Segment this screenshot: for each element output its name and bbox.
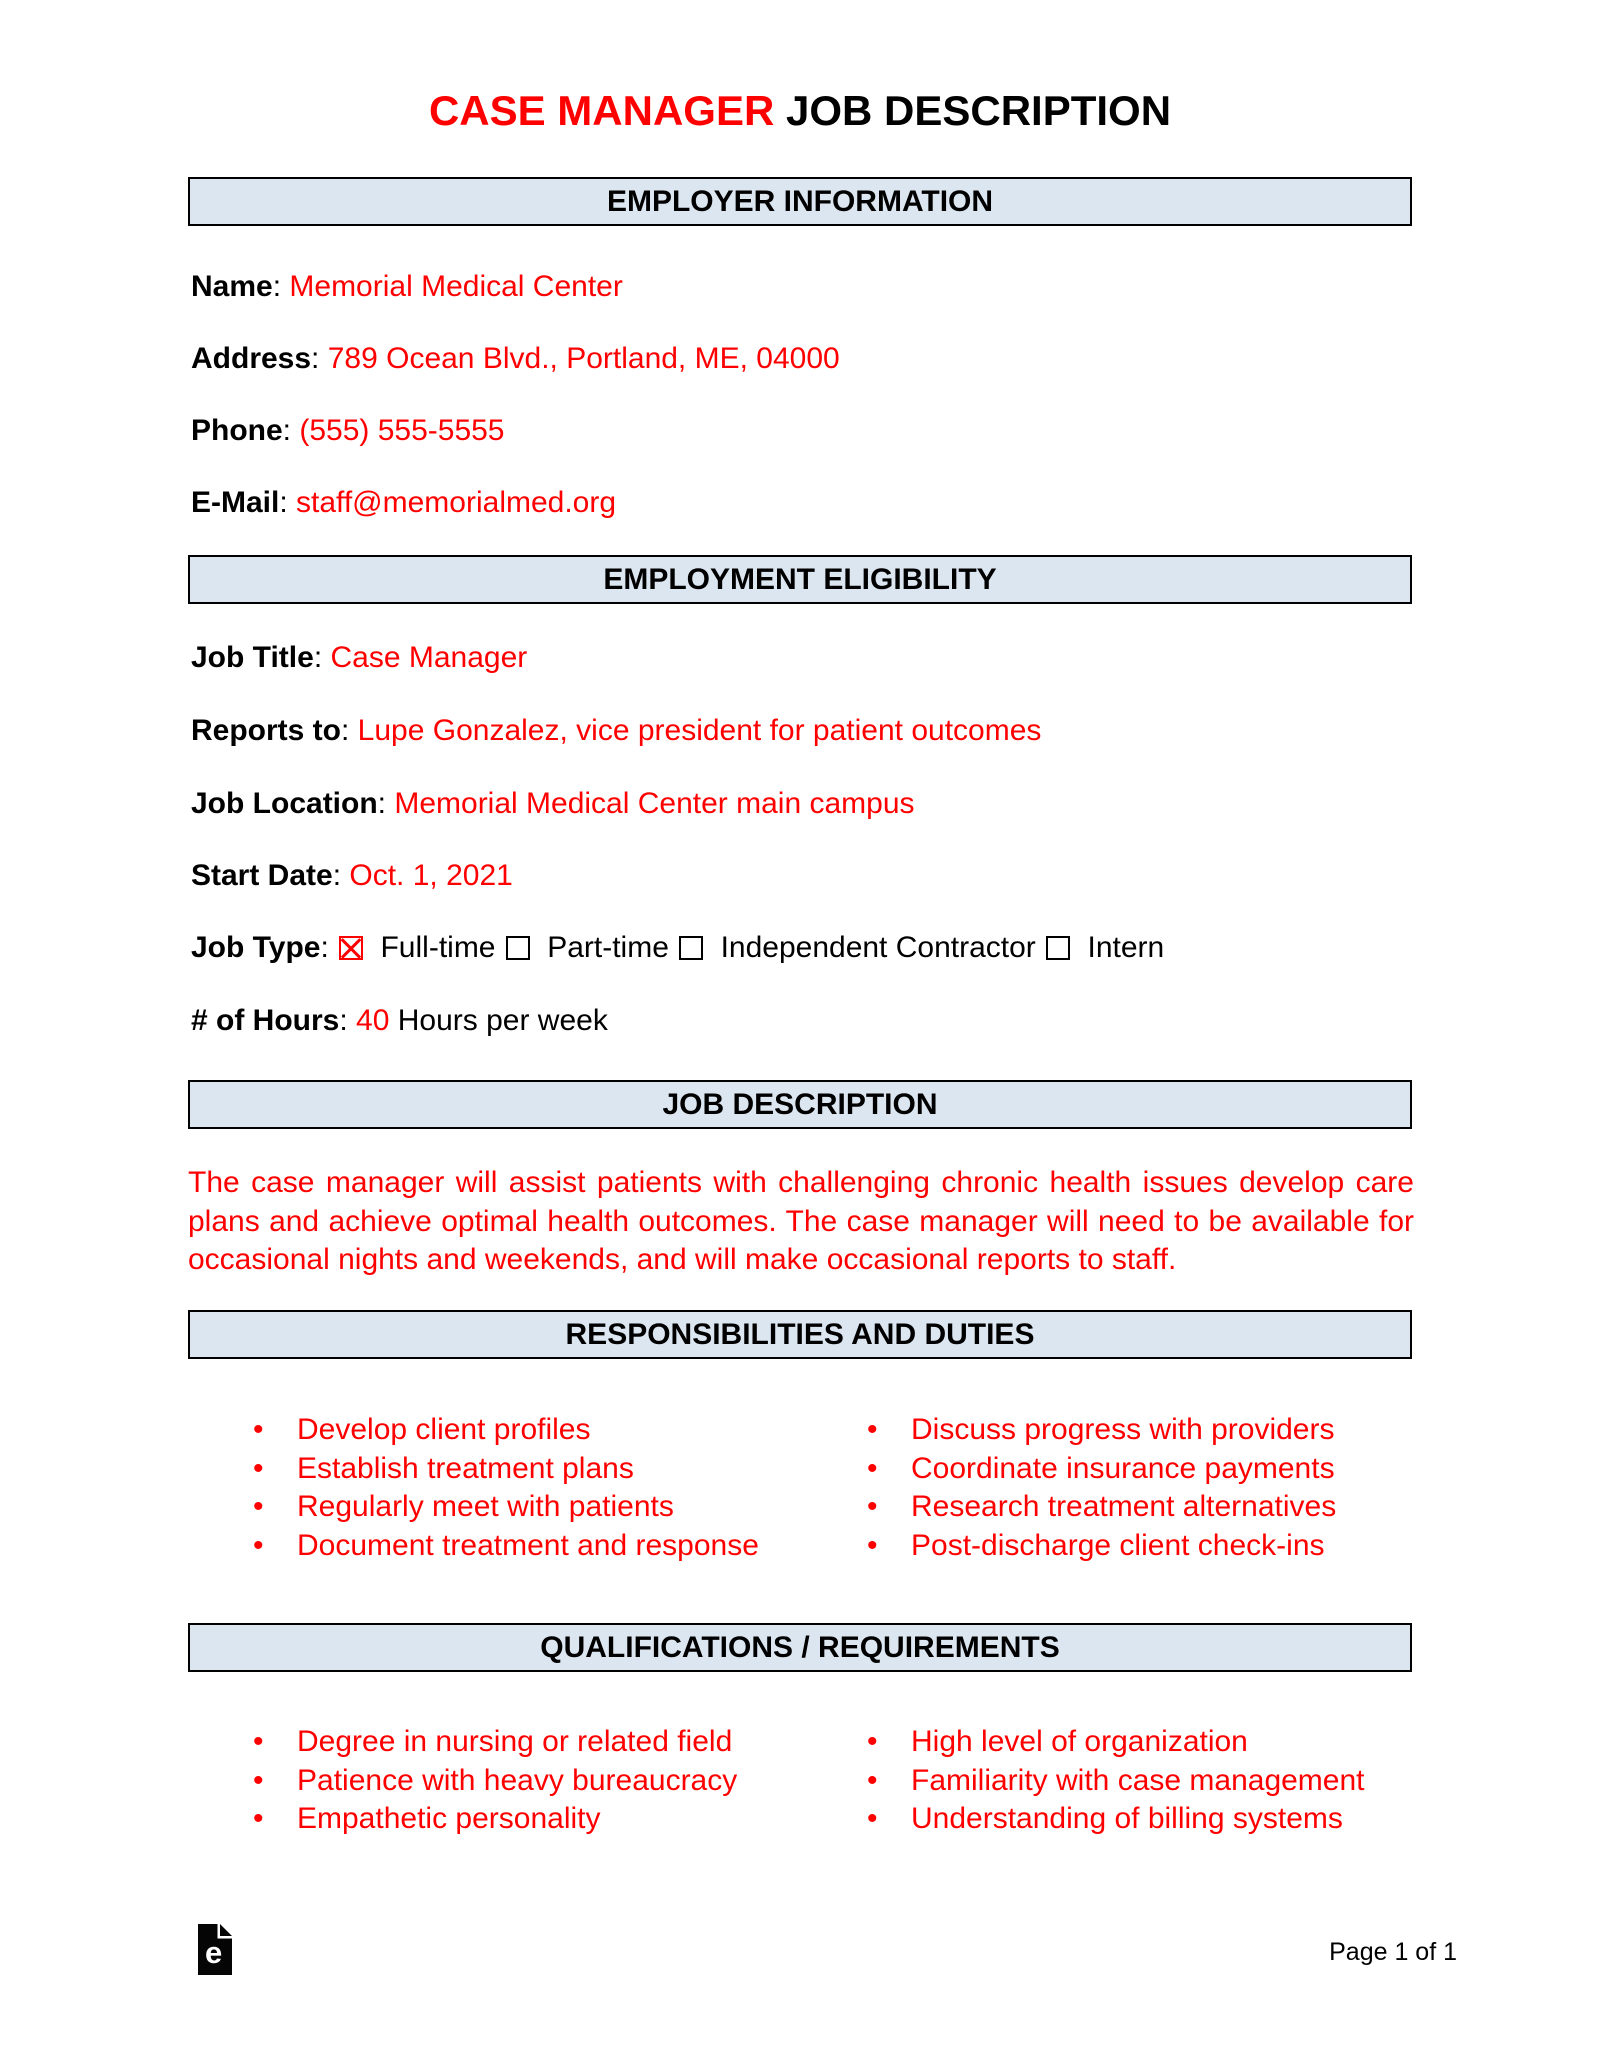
bullet-icon: • bbox=[867, 1490, 878, 1523]
bullet-icon: • bbox=[253, 1528, 264, 1562]
field-value: Lupe Gonzalez, vice president for patient outcomes bbox=[357, 714, 1042, 747]
field-separator: : bbox=[341, 714, 358, 747]
list-item bbox=[862, 1450, 1422, 1489]
list-item-text: Develop client profiles bbox=[297, 1413, 591, 1446]
list-item-text: Post-discharge client check-ins bbox=[911, 1528, 1325, 1562]
field-label: Job Title bbox=[191, 641, 314, 674]
list-item bbox=[862, 1411, 1422, 1450]
full-time-checkbox bbox=[339, 936, 363, 960]
list-item bbox=[248, 1762, 858, 1801]
field-value: Memorial Medical Center bbox=[289, 270, 623, 303]
field-label: Phone bbox=[191, 414, 283, 447]
field-label: Job Type bbox=[191, 931, 321, 964]
bullet-icon: • bbox=[253, 1725, 264, 1758]
field-address bbox=[191, 341, 840, 377]
field-email bbox=[191, 485, 616, 521]
field-start-date bbox=[191, 858, 513, 894]
list-item-text: Understanding of billing systems bbox=[911, 1802, 1343, 1835]
list-item bbox=[248, 1411, 858, 1450]
title-highlight: CASE MANAGER bbox=[428, 87, 775, 134]
section-heading-text: EMPLOYER INFORMATION bbox=[606, 184, 994, 218]
field-label: Name bbox=[191, 270, 273, 303]
list-item bbox=[248, 1527, 858, 1566]
field-label: Address bbox=[191, 342, 312, 375]
section-header-employment-eligibility bbox=[188, 555, 1412, 604]
list-item bbox=[248, 1450, 858, 1489]
bullet-icon: • bbox=[253, 1763, 264, 1797]
field-value: (555) 555-5555 bbox=[299, 414, 505, 447]
intern-checkbox bbox=[1046, 936, 1070, 960]
bullet-icon: • bbox=[253, 1413, 264, 1446]
list-item-text: Empathetic personality bbox=[297, 1802, 601, 1835]
independent-contractor-checkbox bbox=[679, 936, 703, 960]
checkbox-label-independent-contractor: Independent Contractor bbox=[720, 931, 1036, 964]
bullet-icon: • bbox=[253, 1802, 264, 1835]
field-reports-to bbox=[191, 713, 1041, 749]
qualifications-left-column bbox=[248, 1723, 858, 1839]
list-item bbox=[862, 1723, 1422, 1762]
list-item-text: Degree in nursing or related field bbox=[297, 1725, 733, 1758]
part-time-checkbox bbox=[506, 936, 530, 960]
list-item-text: Discuss progress with providers bbox=[911, 1413, 1335, 1446]
list-item bbox=[248, 1800, 858, 1839]
section-heading-text: RESPONSIBILITIES AND DUTIES bbox=[565, 1317, 1035, 1351]
checkbox-label-part-time: Part-time bbox=[547, 931, 669, 964]
title-rest: JOB DESCRIPTION bbox=[774, 87, 1172, 134]
responsibilities-right-column bbox=[862, 1411, 1422, 1565]
field-name bbox=[191, 269, 623, 305]
section-heading-text: EMPLOYMENT ELIGIBILITY bbox=[603, 562, 997, 596]
field-job-type bbox=[191, 930, 1164, 966]
list-item-text: Research treatment alternatives bbox=[911, 1490, 1337, 1523]
field-separator: : bbox=[279, 486, 297, 519]
list-item bbox=[248, 1488, 858, 1527]
field-label: Job Location bbox=[191, 787, 378, 820]
field-separator: : bbox=[339, 1004, 357, 1037]
bullet-icon: • bbox=[253, 1451, 264, 1485]
page-number: Page 1 of 1 bbox=[1329, 1938, 1457, 1966]
list-item bbox=[248, 1723, 858, 1762]
section-heading-text: QUALIFICATIONS / REQUIREMENTS bbox=[540, 1630, 1060, 1664]
job-description-paragraph: The case manager will assist patients with challenging chronic health issues develop care plans and achieve optimal health outcomes. The case manager will need to be available for occasional nights and weekends, and will make occasional reports to staff. bbox=[188, 1166, 1414, 1276]
field-label: # of Hours bbox=[191, 1004, 340, 1037]
list-item-text: Patience with heavy bureaucracy bbox=[297, 1763, 738, 1797]
list-item bbox=[862, 1800, 1422, 1839]
field-job-title bbox=[191, 640, 527, 676]
field-separator: : bbox=[311, 342, 328, 375]
field-value: Memorial Medical Center main campus bbox=[394, 787, 915, 820]
field-value: Case Manager bbox=[330, 641, 528, 674]
list-item-text: Establish treatment plans bbox=[297, 1451, 634, 1485]
field-value: Oct. 1, 2021 bbox=[349, 859, 513, 892]
bullet-icon: • bbox=[867, 1451, 878, 1485]
logo-letter: e bbox=[205, 1935, 223, 1970]
field-value: 789 Ocean Blvd., Portland, ME, 04000 bbox=[327, 342, 840, 375]
field-phone bbox=[191, 413, 505, 449]
section-heading-text: JOB DESCRIPTION bbox=[662, 1087, 938, 1121]
field-separator: : bbox=[332, 859, 350, 892]
field-label: Start Date bbox=[191, 859, 333, 892]
list-item-text: High level of organization bbox=[911, 1725, 1248, 1758]
bullet-icon: • bbox=[867, 1763, 878, 1797]
list-item bbox=[862, 1527, 1422, 1566]
field-job-location bbox=[191, 786, 915, 822]
field-separator: : bbox=[282, 414, 300, 447]
bullet-icon: • bbox=[867, 1725, 878, 1758]
field-hours bbox=[191, 1003, 608, 1039]
hours-suffix: Hours per week bbox=[389, 1004, 608, 1037]
list-item-text: Document treatment and response bbox=[297, 1528, 759, 1562]
list-item-text: Familiarity with case management bbox=[911, 1763, 1365, 1797]
field-label: E-Mail bbox=[191, 486, 280, 519]
responsibilities-left-column bbox=[248, 1411, 858, 1565]
bullet-icon: • bbox=[253, 1490, 264, 1523]
section-header-qualifications bbox=[188, 1623, 1412, 1672]
list-item bbox=[862, 1488, 1422, 1527]
checkbox-label-full-time: Full-time bbox=[380, 931, 496, 964]
list-item-text: Coordinate insurance payments bbox=[911, 1451, 1335, 1485]
field-value: staff@memorialmed.org bbox=[296, 486, 617, 519]
bullet-icon: • bbox=[867, 1802, 878, 1835]
field-value: 40 bbox=[356, 1004, 390, 1037]
field-label: Reports to bbox=[191, 714, 341, 747]
list-item bbox=[862, 1762, 1422, 1801]
section-header-employer-information bbox=[188, 177, 1412, 226]
section-header-responsibilities bbox=[188, 1310, 1412, 1359]
bullet-icon: • bbox=[867, 1528, 878, 1562]
field-separator: : bbox=[313, 641, 331, 674]
page-title bbox=[188, 87, 1412, 135]
field-separator: : bbox=[320, 931, 338, 964]
qualifications-right-column bbox=[862, 1723, 1422, 1839]
checkbox-label-intern: Intern bbox=[1087, 931, 1165, 964]
list-item-text: Regularly meet with patients bbox=[297, 1490, 674, 1523]
field-separator: : bbox=[377, 787, 395, 820]
section-header-job-description bbox=[188, 1080, 1412, 1129]
field-separator: : bbox=[272, 270, 290, 303]
bullet-icon: • bbox=[867, 1413, 878, 1446]
